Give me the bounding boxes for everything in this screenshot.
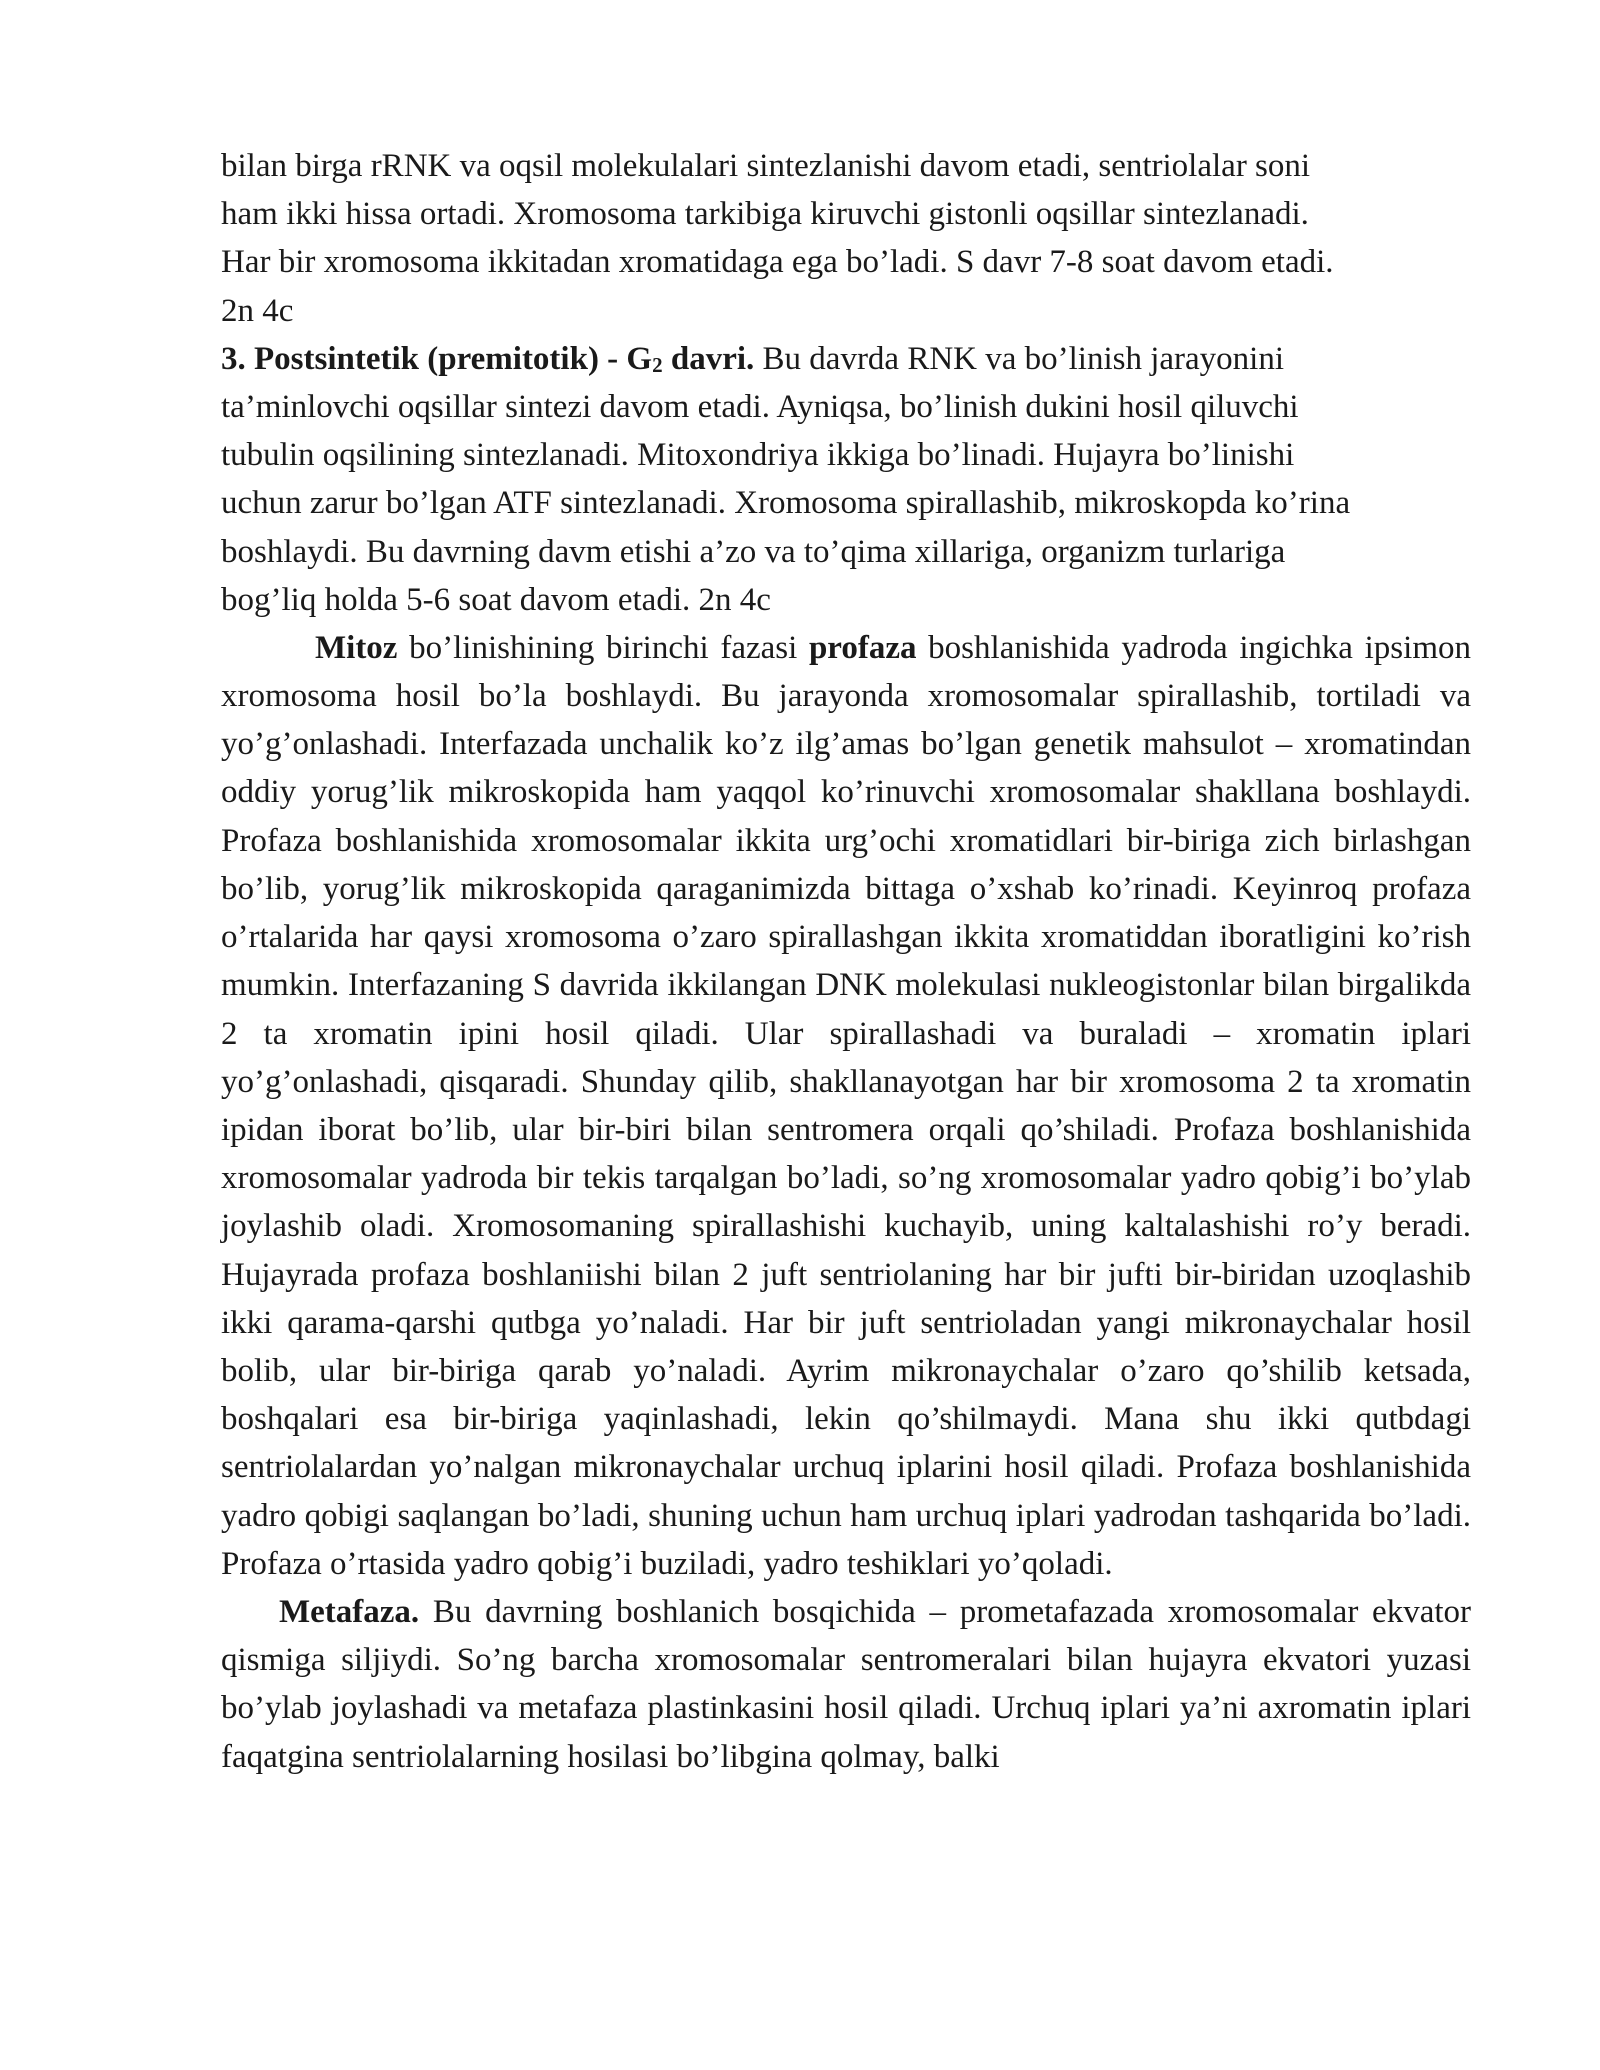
- paragraph-s-period: [221, 142, 1471, 335]
- text-line: 2n 4c: [221, 292, 294, 329]
- paragraph-g2-period: [221, 335, 1471, 624]
- heading-rest: Bu davrda RNK va bo’linish jarayonini: [754, 340, 1285, 377]
- paragraph-text: bo’linishining birinchi fazasi: [397, 629, 809, 666]
- document-page: [221, 142, 1471, 1781]
- text-line: ta’minlovchi oqsillar sintezi davom etadi. Ayniqsa, bo’linish dukini hosil qiluvchi: [221, 388, 1299, 425]
- text-line: bog’liq holda 5-6 soat davom etadi. 2n 4c: [221, 581, 771, 618]
- text-line: Har bir xromosoma ikkitadan xromatidaga ega bo’ladi. S davr 7-8 soat davom etadi.: [221, 244, 1334, 281]
- text-line: tubulin oqsilining sintezlanadi. Mitoxondriya ikkiga bo’linadi. Hujayra bo’linishi: [221, 437, 1295, 474]
- text-line: bilan birga rRNK va oqsil molekulalari sintezlanishi davom etadi, sentriolalar soni: [221, 148, 1311, 184]
- term-mitoz: Mitoz: [315, 629, 398, 666]
- term-profaza: profaza: [808, 629, 917, 666]
- paragraph-text: boshlanishida yadroda ingichka ipsimon xromosoma hosil bo’la boshlaydi. Bu jarayonda xromosomalar spirallashib, tortiladi va yo’g’onlashadi. Interfazada unchalik ko’z ilg’amas bo’lgan genetik mahsulot – xromatindan oddiy yorug’lik mikroskopida ham yaqqol ko’rinuvchi xromosomalar shakllana boshlaydi. Profaza boshlanishida xromosomalar ikkita urg’ochi xromatidlari bir-biriga zich birlashgan bo’lib, yorug’lik mikroskopida qaraganimizda bittaga o’xshab ko’rinadi. Keyinroq profaza o’rtalarida har qaysi xromosoma o’zaro spirallashgan ikkita xromatiddan iboratligini ko’rish mumkin. Interfazaning S davrida ikkilangan DNK molekulasi nukleogistonlar bilan birgalikda 2 ta xromatin ipini hosil qiladi. Ular spirallashadi va buraladi – xromatin iplari yo’g’onlashadi, qisqaradi. Shunday qilib, shakllanayotgan har bir xromosoma 2 ta xromatin ipidan iborat bo’lib, ular bir-biri bilan sentromera orqali qo’shiladi. Profaza boshlanishida xromosomalar yadroda bir tekis tarqalgan bo’ladi, so’ng xromosomalar yadro qobig’i bo’ylab joylashib oladi. Xromosomaning spirallashishi kuchayib, uning kaltalashishi ro’y beradi. Hujayrada profaza boshlaniishi bilan 2 juft sentriolaning har bir jufti bir-biridan uzoqlashib ikki qarama-qarshi qutbga yo’naladi. Har bir juft sentrioladan yangi mikronaychalar hosil bolib, ular bir-biriga qarab yo’naladi. Ayrim mikronaychalar o’zaro qo’shilib ketsada, boshqalari esa bir-biriga yaqinlashadi, lekin qo’shilmaydi. Mana shu ikki qutbdagi sentriolalardan yo’nalgan mikronaychalar urchuq iplarini hosil qiladi. Profaza boshlanishida yadro qobigi saqlangan bo’ladi, shuning uchun ham urchuq iplari yadrodan tashqarida bo’ladi. Profaza o’rtasida yadro qobig’i buziladi, yadro teshiklari yo’qoladi.: [221, 629, 1471, 1582]
- paragraph-prophase: [221, 624, 1471, 1588]
- text-line: [221, 335, 1471, 383]
- paragraph-metaphase: [221, 1588, 1471, 1781]
- text-line: ham ikki hissa ortadi. Xromosoma tarkibiga kiruvchi gistonli oqsillar sintezlanadi.: [221, 196, 1309, 233]
- term-metafaza: Metafaza.: [279, 1593, 420, 1630]
- heading-suffix: davri.: [662, 340, 755, 377]
- section-heading: [221, 341, 754, 377]
- heading-subscript: 2: [652, 352, 663, 377]
- heading-text: 3. Postsintetik (premitotik) - G: [221, 340, 653, 377]
- paragraph-text: Bu davrning boshlanich bosqichida – prometafazada xromosomalar ekvator qismiga siljiydi. So’ng barcha xromosomalar sentromeralari bilan hujayra ekvatori yuzasi bo’ylab joylashadi va metafaza plastinkasini hosil qiladi. Urchuq iplari ya’ni axromatin iplari faqatgina sentriolalarning hosilasi bo’libgina qolmay, balki: [221, 1593, 1471, 1775]
- text-line: boshlaydi. Bu davrning davm etishi a’zo va to’qima xillariga, organizm turlariga: [221, 533, 1286, 570]
- text-line: uchun zarur bo’lgan ATF sintezlanadi. Xromosoma spirallashib, mikroskopda ko’rina: [221, 485, 1351, 522]
